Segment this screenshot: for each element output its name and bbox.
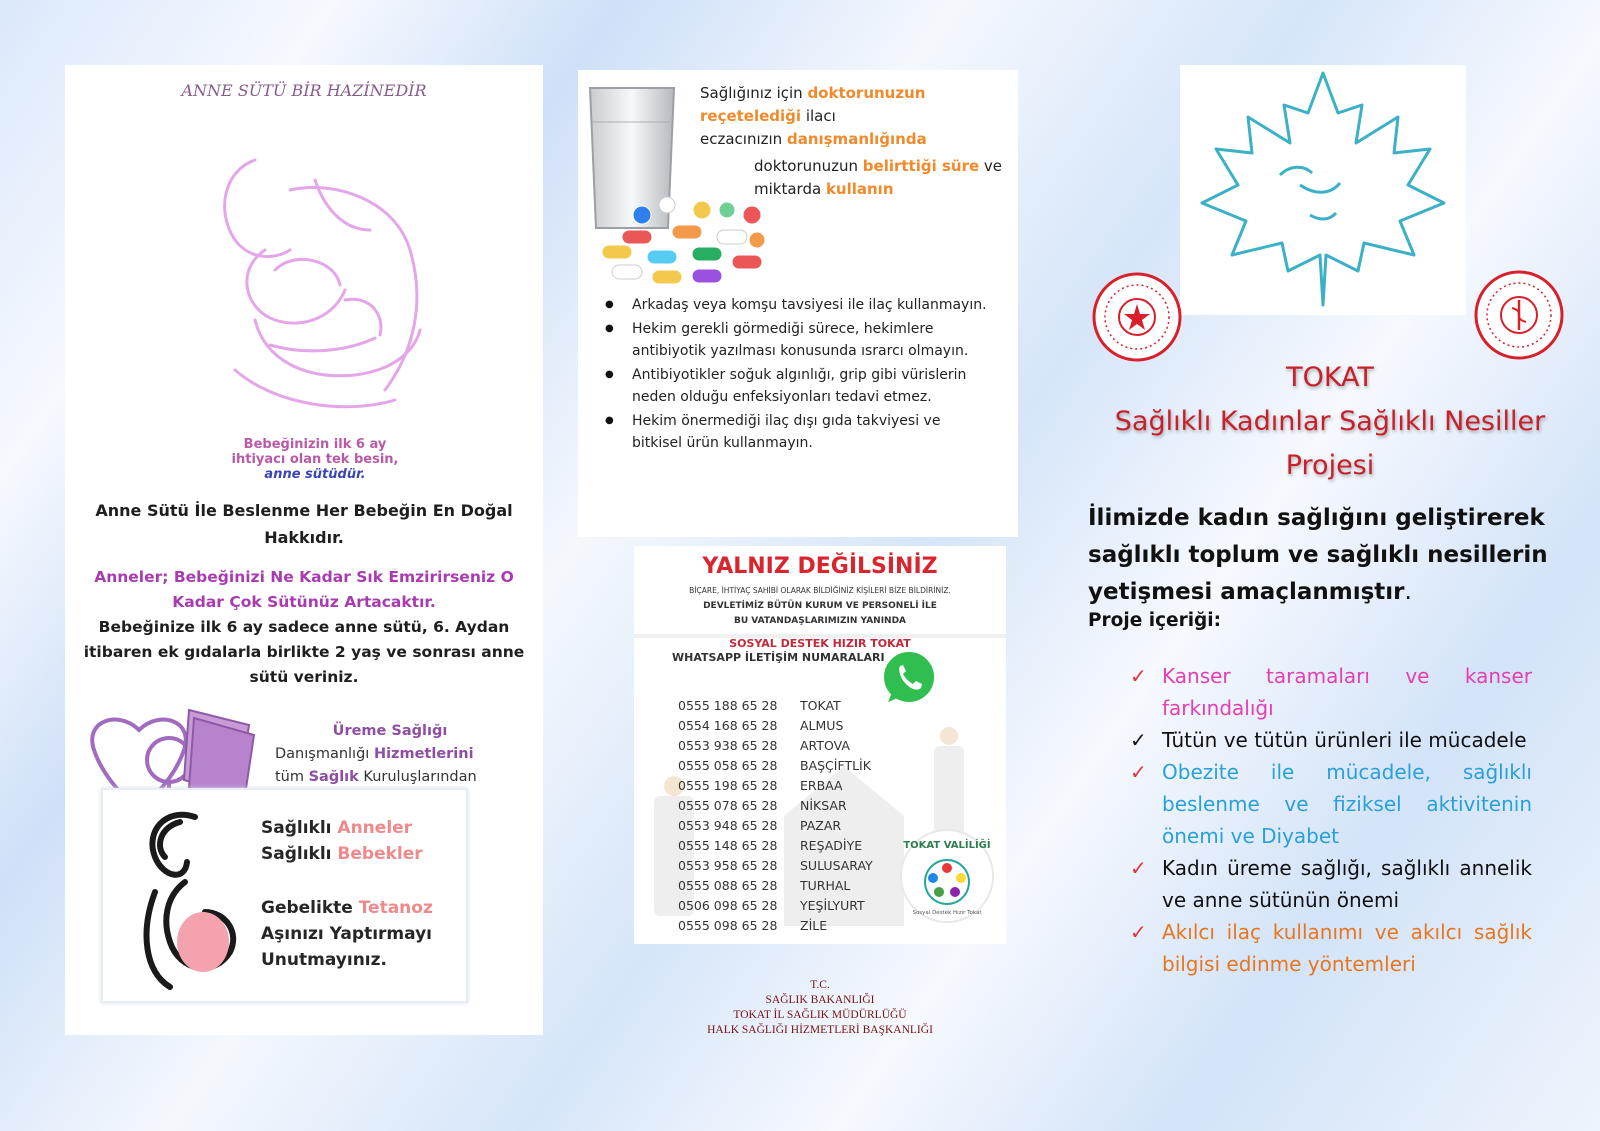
footer-line: SAĞLIK BAKANLIĞI: [765, 994, 875, 1006]
contact-phone: 0553 938 65 28: [678, 738, 778, 753]
preg-text: Sağlıklı: [261, 818, 338, 838]
contact-phone: 0553 958 65 28: [678, 858, 778, 873]
contact-district: BAŞÇİFTLİK: [800, 758, 871, 773]
footer-line: T.C.: [810, 979, 830, 991]
caption-line: Bebeğinizin ilk 6 ay: [243, 437, 387, 452]
contact-phone: 0555 198 65 28: [678, 778, 778, 793]
advice-text: ve: [979, 157, 1003, 175]
project-title-line: Sağlıklı Kadınlar Sağlıklı Nesiller: [1114, 406, 1546, 437]
project-content-label: Proje içeriği:: [1088, 610, 1222, 631]
preg-text: Bebekler: [337, 844, 423, 864]
table-row: [678, 836, 873, 856]
pregnancy-box: [101, 788, 468, 1003]
table-row: [678, 756, 873, 776]
repro-text: Sağlık: [308, 769, 359, 785]
contact-phone: 0555 188 65 28: [678, 698, 778, 713]
project-title-line: Projesi: [1285, 450, 1375, 481]
breastfeeding-right-text: Anne Sütü İle Beslenme Her Bebeğin En Doğal Hakkıdır.: [95, 501, 513, 547]
table-row: [678, 896, 873, 916]
whatsapp-icon: [878, 646, 940, 708]
leaf-face-icon: [1180, 65, 1466, 315]
preg-text: Sağlıklı: [261, 844, 338, 864]
seal-text: TOKAT VALİLİĞİ: [903, 840, 991, 851]
contact-district: ALMUS: [800, 718, 844, 733]
list-item-text: Kanser taramaları ve kanser farkındalığı: [1162, 664, 1532, 720]
project-content-list: [1120, 660, 1532, 980]
project-aim: [1088, 500, 1588, 611]
statement-line: BU VATANDAŞLARIMIZIN YANINDA: [733, 616, 907, 626]
breastfeeding-frequency-text: Anneler; Bebeğinizi Ne Kadar Sık Emzirirseniz O Kadar Çok Sütünüz Artacaktır.: [94, 568, 514, 611]
advice-text: miktarda: [754, 180, 826, 198]
list-item: ● Hekim gerekli görmediği sürece, hekimlere antibiyotik yazılması konusunda ısrarcı olmayın.: [602, 318, 992, 362]
repro-heading: Üreme Sağlığı: [332, 723, 448, 739]
list-item: [1120, 916, 1532, 980]
list-item-text: Tütün ve tütün ürünleri ile mücadele: [1162, 728, 1527, 752]
mother-baby-illustration: [195, 120, 435, 430]
check-icon: ✓: [1130, 856, 1147, 880]
project-title-line: TOKAT: [1286, 362, 1374, 393]
repro-text: Hizmetlerini: [373, 746, 474, 762]
pregnancy-text: [261, 815, 461, 973]
preg-text: Gebelikte: [261, 898, 359, 918]
dosage-advice: [754, 155, 1016, 201]
table-row: [678, 796, 873, 816]
caption-line: anne sütüdür.: [264, 467, 366, 482]
table-row: [678, 856, 873, 876]
support-program-name: SOSYAL DESTEK HIZIR TOKAT: [729, 637, 911, 650]
advice-text: eczacınızın: [700, 130, 787, 148]
repro-text: tüm: [275, 769, 309, 785]
table-row: [678, 916, 873, 936]
list-item-text: Akılcı ilaç kullanımı ve akılcı sağlık bilgisi edinme yöntemleri: [1162, 920, 1532, 976]
preg-text: Aşınızı Yaptırmayı: [261, 924, 432, 944]
table-row: [678, 716, 873, 736]
support-subtitle: BİÇARE, İHTİYAÇ SAHİBİ OLARAK BİLDİĞİNİZ KİŞİLERİ BİZE BİLDİRİNİZ.: [689, 586, 951, 595]
contact-phone: 0555 058 65 28: [678, 758, 778, 773]
list-item: ● Hekim önermediği ilaç dışı gıda takviyesi ve bitkisel ürün kullanmayın.: [602, 410, 992, 454]
contact-phone: 0555 088 65 28: [678, 878, 778, 893]
ministry-footer: [640, 978, 1000, 1038]
contact-phone: 0555 098 65 28: [678, 918, 778, 933]
breastfeeding-panel: [65, 65, 543, 1035]
table-row: [678, 696, 873, 716]
preg-text: Tetanoz: [358, 898, 433, 918]
advice-text: belirttiği süre: [862, 157, 980, 175]
repro-text: Kuruluşlarından: [358, 769, 477, 785]
list-item: ● Antibiyotikler soğuk algınlığı, grip gibi vürislerin neden olduğu enfeksiyonları tedavi etmez.: [602, 364, 992, 408]
seal-subtext: Sosyal Destek Hızır Tokat: [912, 910, 982, 916]
whatsapp-heading: WHATSAPP İLETİŞİM NUMARALARI: [672, 651, 885, 664]
contact-district: TOKAT: [800, 698, 841, 713]
advice-text: doktorunuzun: [754, 157, 863, 175]
table-row: [678, 736, 873, 756]
contact-district: ZİLE: [800, 918, 828, 933]
ministry-of-health-logo: [1472, 268, 1566, 362]
statement-line: DEVLETİMİZ BÜTÜN KURUM VE PERSONELİ İLE: [703, 601, 937, 611]
contact-district: TURHAL: [800, 878, 851, 893]
contact-phone: 0555 148 65 28: [678, 838, 778, 853]
contact-phone: 0555 078 65 28: [678, 798, 778, 813]
advice-text: danışmanlığında: [786, 130, 927, 148]
check-icon: ✓: [1130, 664, 1147, 688]
table-row: [678, 876, 873, 896]
footer-line: HALK SAĞLIĞI HİZMETLERİ BAŞKANLIĞI: [707, 1024, 933, 1036]
contact-district: NİKSAR: [800, 798, 847, 813]
advice-text: kullanın: [825, 180, 894, 198]
medicine-bullet-list: [602, 294, 992, 456]
prescription-advice: [700, 82, 970, 151]
table-row: [678, 776, 873, 796]
list-item: [1120, 724, 1532, 756]
contact-district: PAZAR: [800, 818, 842, 833]
advice-text: Sağlığınız için: [700, 84, 808, 102]
caption-line: ihtiyacı olan tek besin,: [231, 452, 399, 467]
preg-text: Anneler: [337, 818, 413, 838]
breastfeeding-caption: [215, 437, 415, 482]
contact-district: YEŞİLYURT: [800, 898, 865, 913]
list-item-text: Obezite ile mücadele, sağlıklı beslenme ve fiziksel aktivitenin önemi ve Diyabet: [1162, 760, 1532, 848]
contact-district: ARTOVA: [800, 738, 850, 753]
footer-line: TOKAT İL SAĞLIK MÜDÜRLÜĞÜ: [733, 1009, 907, 1021]
breastfeeding-duration-text: Bebeğinize ilk 6 ay sadece anne sütü, 6. Aydan itibaren ek gıdalarla birlikte 2 yaş ve sonrası anne sütü veriniz.: [83, 618, 525, 686]
advice-text: doktorunuzun: [807, 84, 926, 102]
contact-phone: 0553 948 65 28: [678, 818, 778, 833]
medicine-panel: [578, 70, 1018, 537]
project-title: [1100, 356, 1560, 488]
aim-text: .: [1404, 579, 1412, 605]
support-title: YALNIZ DEĞİLSİNİZ: [702, 554, 938, 579]
check-icon: ✓: [1130, 920, 1147, 944]
contact-district: SULUSARAY: [800, 858, 873, 873]
support-statement: [654, 599, 986, 629]
list-item: ● Arkadaş veya komşu tavsiyesi ile ilaç kullanmayın.: [602, 294, 992, 316]
project-leaf-logo: [1180, 65, 1466, 315]
table-row: [678, 816, 873, 836]
aim-text: İlimizde kadın sağlığını geliştirerek sağlıklı toplum ve sağlıklı nesillerin yetişmesi amaçlanmıştır: [1088, 505, 1548, 605]
check-icon: ✓: [1130, 728, 1147, 752]
tokat-governorship-logo: [897, 826, 997, 926]
preg-text: Unutmayınız.: [261, 950, 387, 970]
social-support-panel: [634, 546, 1006, 944]
breastfeeding-title: ANNE SÜTÜ BİR HAZİNEDİR: [181, 81, 427, 100]
repro-text: Danışmanlığı: [275, 746, 374, 762]
list-item: [1120, 756, 1532, 852]
advice-text: ilacı: [801, 107, 836, 125]
check-icon: ✓: [1130, 760, 1147, 784]
contact-district: ERBAA: [800, 778, 843, 793]
pregnant-woman-icon: [125, 802, 245, 992]
list-item: [1120, 660, 1532, 724]
contact-phone: 0554 168 65 28: [678, 718, 778, 733]
list-item-text: Kadın üreme sağlığı, sağlıklı annelik ve anne sütünün önemi: [1162, 856, 1532, 912]
contact-phone: 0506 098 65 28: [678, 898, 778, 913]
provincial-health-directorate-logo: [1090, 270, 1184, 364]
list-item: [1120, 852, 1532, 916]
contact-district: REŞADİYE: [800, 838, 863, 853]
contact-table: [678, 696, 873, 936]
advice-text: reçetelediği: [700, 107, 802, 125]
